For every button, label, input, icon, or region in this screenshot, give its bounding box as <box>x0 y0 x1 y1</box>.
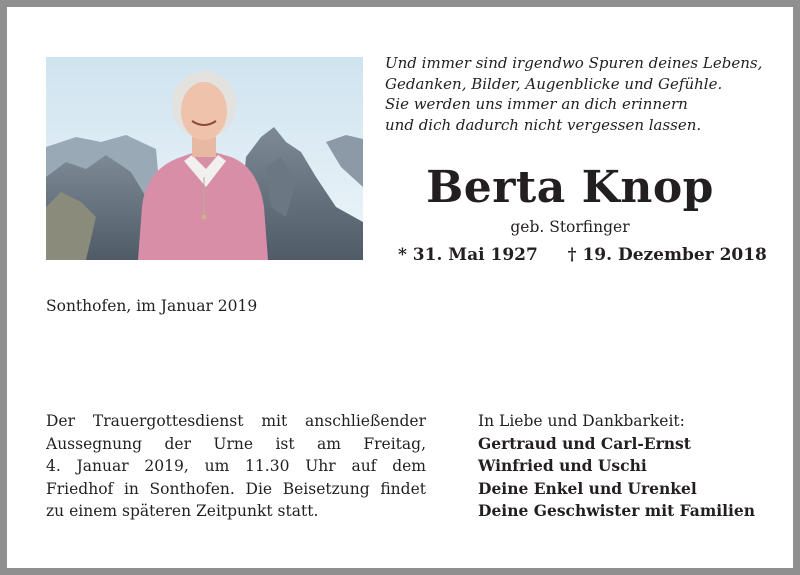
service-line: Friedhof in Sonthofen. Die Beisetzung findet <box>46 479 426 498</box>
mourner-name: Winfried und Uschi <box>478 456 647 475</box>
family-signature <box>478 410 755 523</box>
poem-line: Und immer sind irgendwo Spuren deines Lebens, <box>385 54 763 72</box>
service-line: 4. Januar 2019, um 11.30 Uhr auf dem <box>46 457 426 475</box>
service-line: Aussegnung der Urne ist am Freitag, <box>46 434 426 453</box>
service-line: Der Trauergottesdienst mit anschließender <box>46 412 426 430</box>
mourner-name: Deine Geschwister mit Familien <box>478 501 756 520</box>
poem-line: Gedanken, Bilder, Augenblicke und Gefühle. <box>385 74 723 93</box>
family-intro: In Liebe und Dankbarkeit: <box>478 412 685 430</box>
maiden-name: geb. Storfinger <box>510 218 630 236</box>
poem-line: und dich dadurch nicht vergessen lassen. <box>385 115 702 134</box>
deceased-name: Berta Knop <box>426 162 714 213</box>
birth-date: * 31. Mai 1927 <box>398 245 538 265</box>
service-info <box>46 410 426 523</box>
poem-line: Sie werden uns immer an dich erinnern <box>385 95 688 113</box>
place-date: Sonthofen, im Januar 2019 <box>46 297 258 315</box>
portrait-photo <box>46 57 363 260</box>
service-line: zu einem späteren Zeitpunkt statt. <box>46 502 319 520</box>
death-date: † 19. Dezember 2018 <box>567 245 767 265</box>
mourner-name: Deine Enkel und Urenkel <box>478 478 697 498</box>
mourner-name: Gertraud und Carl-Ernst <box>478 433 691 453</box>
memorial-poem <box>385 53 775 135</box>
life-dates <box>398 243 767 267</box>
